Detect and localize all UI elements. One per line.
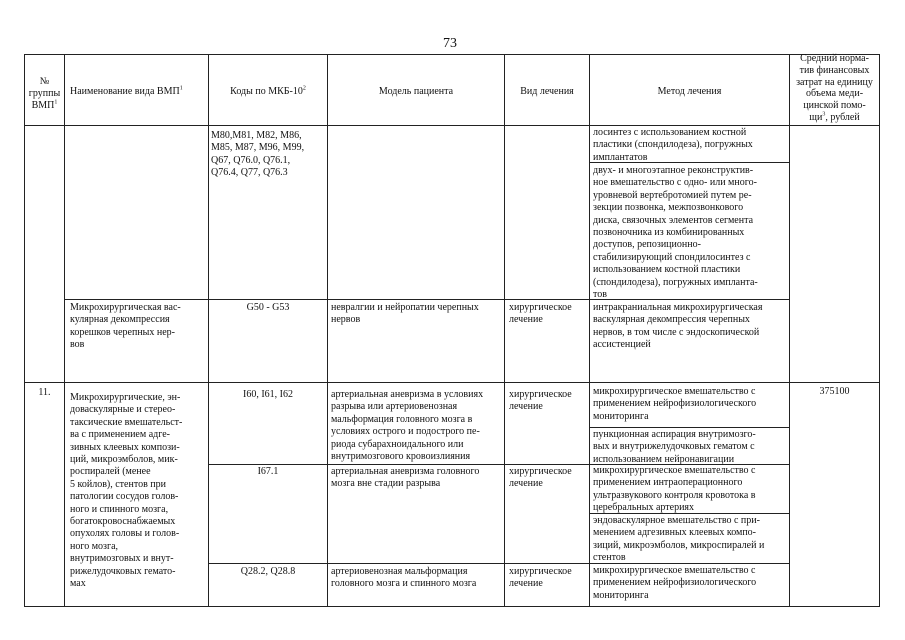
vmp-name-cell: Микрохирургические, эн- доваскулярные и стерео- таксические вмешательст- ва с применением адге- зивных клеевых компози- ций, микроэмболов, мик- роспиралей (менее 5 койлов), стентов при патологии сосудов голов- ного и спинного мозга, богатокровоснабжаемых опухолях головы и голов- ного мозга, внутримозговых и внут- рижелудочковых гемато- мах	[70, 392, 183, 590]
footnote-mark: 3	[822, 111, 826, 118]
column-divider	[589, 54, 590, 607]
footnote-mark: 2	[302, 85, 306, 92]
icd-codes-cell: I67.1	[257, 466, 279, 477]
page-number: 73	[443, 36, 457, 51]
icd-codes-cell: G50 - G53	[246, 302, 290, 313]
header-cost-text: Средний норма- тив финансовых затрат на единицу объема меди- цинской помо- щи	[796, 53, 873, 123]
table-bottom-border	[24, 606, 880, 607]
column-divider	[789, 54, 790, 607]
group-11-divider	[24, 382, 880, 383]
table-top-border	[24, 54, 880, 55]
icd-codes-cell: Q28.2, Q28.8	[240, 566, 296, 577]
method-cell: микрохирургическое вмешательство с применением нейрофизиологического мониторинга	[593, 565, 757, 601]
method-cell: микрохирургическое вмешательство с применением нейрофизиологического мониторинга	[593, 386, 757, 422]
method-row-divider	[589, 427, 789, 428]
group-number-cell: 11.	[38, 387, 51, 398]
header-patient-model: Модель пациента	[378, 86, 454, 97]
icd-codes-cell: I60, I61, I62	[243, 389, 293, 400]
header-vmp-name	[70, 86, 206, 98]
method-cell: лосинтез с использованием костной пластики (спондилодеза), погружных имплантатов	[593, 127, 753, 163]
header-treatment-type: Вид лечения	[520, 86, 574, 97]
column-divider	[327, 54, 328, 607]
patient-model-cell: невралгии и нейропатии черепных нервов	[331, 302, 479, 326]
header-group-text: № группы ВМП	[28, 76, 61, 111]
column-divider	[64, 54, 65, 607]
patient-model-cell: артериальная аневризма в условиях разрыва или артериовенозная мальформация головного мозга в условиях острого и подострого пе- риода субарахноидального или внутримозгового кровоизлияния	[331, 389, 484, 463]
vmp-name-cell: Микрохирургическая вас- кулярная декомпрессия корешков черепных нер- вов	[70, 302, 181, 351]
footnote-mark: 1	[54, 99, 58, 106]
treatment-type-cell: хирургическое лечение	[509, 466, 572, 490]
vmp-table	[24, 54, 880, 607]
table-left-border	[24, 54, 25, 607]
method-cell: эндоваскулярное вмешательство с при- менением адгезивных клеевых компо- зиций, микроэмболов, микроспиралей и стентов	[593, 515, 765, 564]
treatment-type-cell: хирургическое лечение	[509, 389, 572, 413]
method-cell: интракраниальная микрохирургическая васкулярная декомпрессия черепных нервов, в том числе с эндоскопической ассистенцией	[593, 302, 763, 351]
header-cost-tail: , рублей	[825, 111, 860, 123]
header-group-number	[25, 76, 64, 112]
header-icd-text: Коды по МКБ-10	[230, 86, 303, 97]
header-vmp-text: Наименование вида ВМП	[70, 86, 180, 97]
treatment-type-cell: хирургическое лечение	[509, 566, 572, 590]
header-method: Метод лечения	[657, 86, 722, 97]
cost-cell: 375100	[819, 386, 850, 397]
method-cell: пункционная аспирация внутримозго- вых и внутрижелудочковых гематом с использованием нейронавигации	[593, 429, 756, 465]
patient-model-cell: артериальная аневризма головного мозга вне стадии разрыва	[331, 466, 480, 490]
method-cell: микрохирургическое вмешательство с применением интраоперационного ультразвукового контроля кровотока в церебральных артериях	[593, 465, 756, 514]
table-right-border	[879, 54, 880, 607]
icd-codes-cell: M80,M81, M82, M86, M85, M87, M96, M99, Q67, Q76.0, Q76.1, Q76.4, Q77, Q76.3	[211, 130, 305, 179]
header-cost	[790, 53, 879, 124]
column-divider	[208, 54, 209, 607]
column-divider	[504, 54, 505, 607]
treatment-type-cell: хирургическое лечение	[509, 302, 572, 326]
header-bottom-border	[24, 125, 880, 126]
footnote-mark: 1	[179, 85, 183, 92]
patient-model-cell: артериовенозная мальформация головного мозга и спинного мозга	[331, 566, 477, 590]
method-cell: двух- и многоэтапное реконструктив- ное вмешательство с одно- или много- уровневой вертебротомией путем ре- зекции позвонка, межпозвонкового диска, связочных элементов сегмента позвоночника из комбинированных доступов, репозиционно- стабилизирующий спондилосинтез с использованием костной пластики (спондилодеза), погружных импланта- тов	[593, 165, 758, 301]
header-icd-codes	[209, 86, 327, 98]
